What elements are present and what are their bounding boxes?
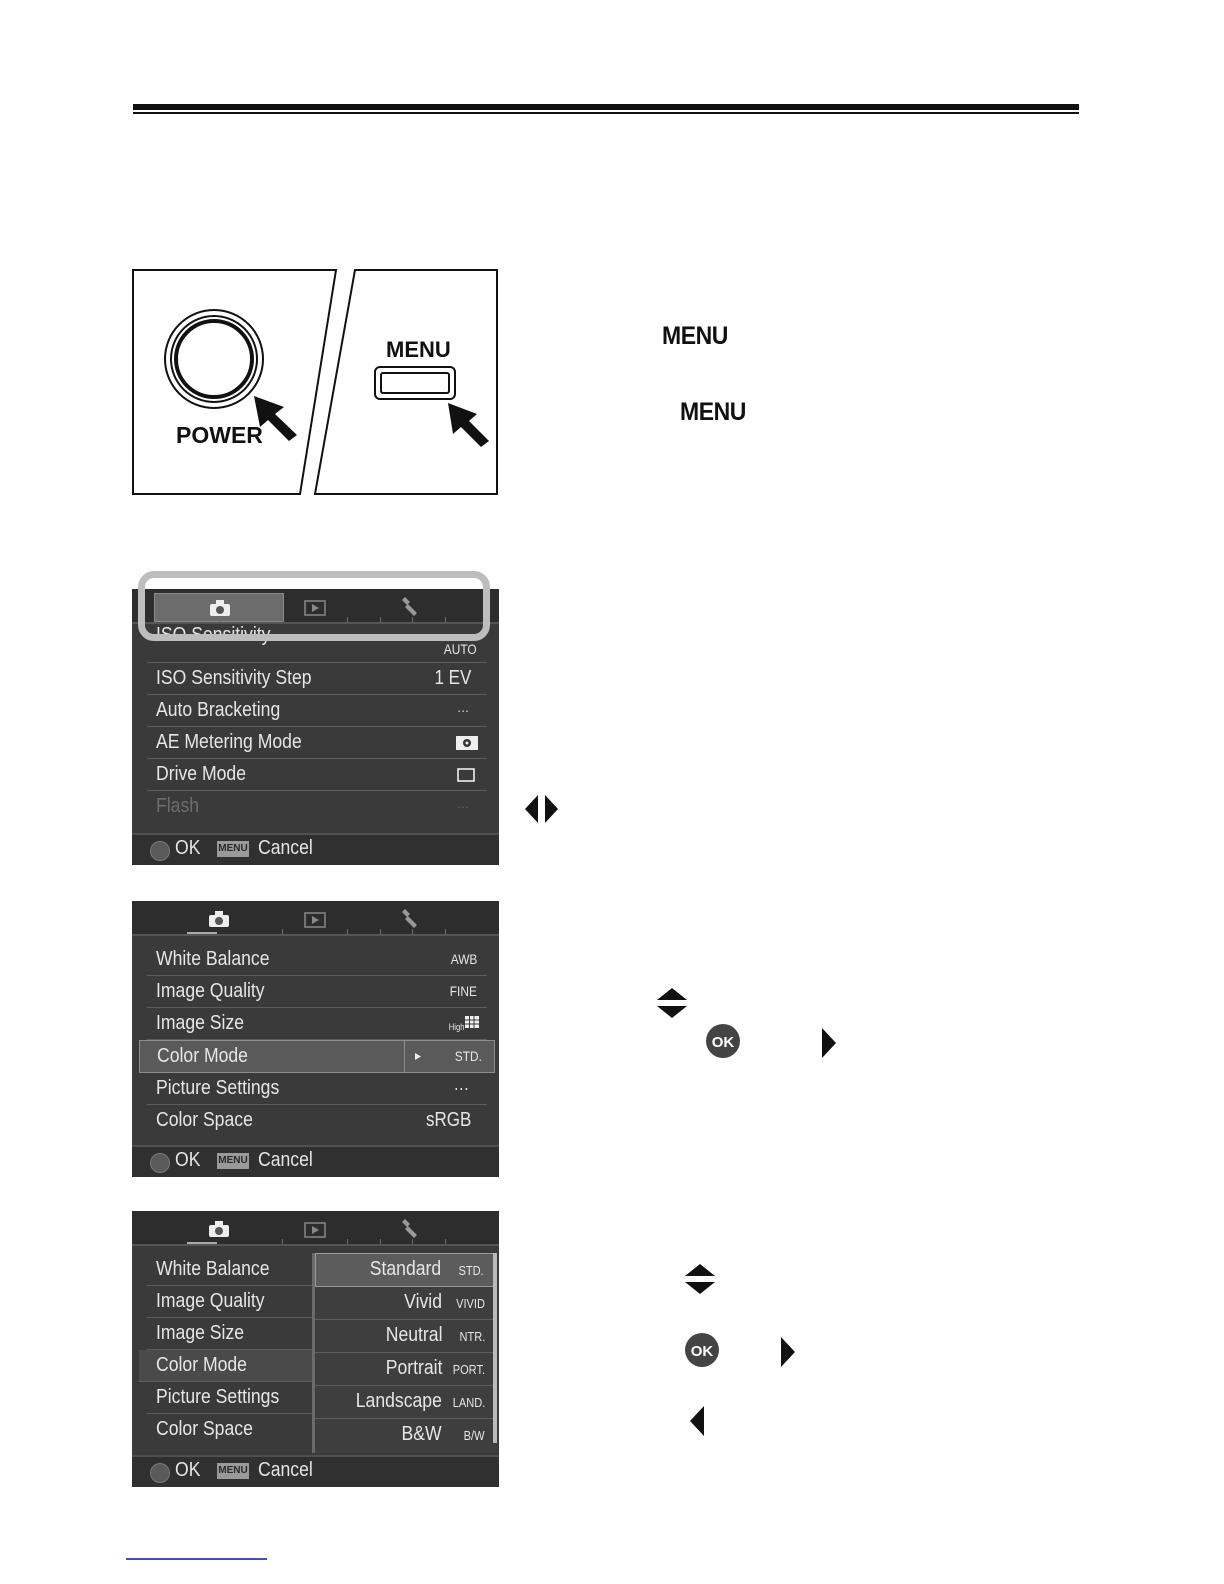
tab-playback[interactable] <box>292 905 392 932</box>
header-rule-thick <box>133 104 1079 110</box>
menu-tab-bar <box>132 1211 499 1246</box>
up-down-arrows-icon-2 <box>684 1263 716 1295</box>
camera-icon <box>208 910 230 928</box>
menu-row-picture-settings[interactable]: Picture Settings ··· <box>147 1073 487 1105</box>
metering-icon <box>455 735 479 751</box>
ok-dot-icon <box>150 841 170 861</box>
header-rule-thin <box>133 112 1079 114</box>
single-frame-icon <box>457 768 475 782</box>
right-arrow-icon-2 <box>779 1336 797 1368</box>
menu-label-hw: MENU <box>386 337 451 362</box>
camera-menu-screen-2 <box>132 901 499 1177</box>
left-right-arrows-icon <box>524 794 560 824</box>
ok-dot-icon <box>150 1153 170 1173</box>
footer-underline <box>126 1558 267 1560</box>
left-arrow-icon <box>688 1405 706 1437</box>
right-arrow-icon <box>820 1027 838 1059</box>
ok-dot-icon <box>150 1463 170 1483</box>
menu-row-image-quality[interactable]: Image Quality FINE <box>147 976 487 1008</box>
wrench-icon <box>398 909 420 931</box>
popup-scrollbar[interactable] <box>493 1253 497 1443</box>
menu-row-image-quality[interactable]: Image Quality <box>147 1286 317 1318</box>
menu-chip: MENU <box>217 1153 249 1169</box>
color-mode-options-popup <box>312 1253 497 1453</box>
up-down-arrows-icon <box>656 987 688 1019</box>
menu-chip: MENU <box>217 841 249 857</box>
menu-row-flash: Flash ··· <box>156 795 469 817</box>
wrench-icon <box>398 1219 420 1241</box>
menu-footer: OK MENU Cancel <box>132 833 499 865</box>
playback-icon <box>304 1222 326 1238</box>
ok-button-icon <box>705 1023 741 1059</box>
menu-row-picture-settings[interactable]: Picture Settings <box>147 1382 317 1414</box>
menu-row-iso-step[interactable]: ISO Sensitivity Step 1 EV <box>147 663 487 695</box>
submenu-arrow-icon <box>414 1052 422 1061</box>
menu-button-icon <box>375 367 455 399</box>
svg-text:OK: OK <box>690 1343 714 1360</box>
power-label: POWER <box>176 422 263 448</box>
menu-row-color-space[interactable]: Color Space sRGB <box>156 1109 471 1131</box>
menu-row-ae-metering[interactable]: AE Metering Mode <box>147 727 487 759</box>
camera-menu-screen-3 <box>132 1211 499 1487</box>
tab-shooting[interactable] <box>154 905 282 932</box>
menu-footer: OK MENU Cancel <box>132 1455 499 1487</box>
tab-shooting[interactable] <box>154 1215 282 1242</box>
menu-row-drive-mode[interactable]: Drive Mode <box>147 759 487 791</box>
menu-row-white-balance[interactable]: White Balance <box>147 1254 317 1286</box>
menu-word-1: MENU <box>662 322 728 350</box>
image-size-grid-icon <box>464 1015 480 1029</box>
tab-setup[interactable] <box>392 1215 492 1242</box>
option-bw[interactable]: B&W B/W <box>401 1423 485 1445</box>
power-button-icon <box>165 310 263 408</box>
playback-icon <box>304 912 326 928</box>
ok-button-icon-2 <box>684 1332 720 1368</box>
menu-row-image-size[interactable]: Image Size <box>147 1318 317 1350</box>
option-vivid[interactable]: Vivid VIVID <box>315 1287 497 1320</box>
camera-icon <box>208 1220 230 1238</box>
option-landscape[interactable]: Landscape LAND. <box>315 1386 497 1419</box>
menu-row-image-size[interactable]: Image Size High <box>147 1008 487 1040</box>
menu-row-color-mode[interactable]: Color Mode <box>139 1350 317 1382</box>
option-standard[interactable]: Standard STD. <box>315 1253 497 1287</box>
menu-row-white-balance[interactable]: White Balance AWB <box>147 944 487 976</box>
tab-setup[interactable] <box>392 905 492 932</box>
menu-row-color-space[interactable]: Color Space <box>156 1418 253 1440</box>
option-portrait[interactable]: Portrait PORT. <box>315 1353 497 1386</box>
svg-text:OK: OK <box>711 1034 735 1051</box>
tab-highlight-frame <box>138 571 490 641</box>
menu-footer: OK MENU Cancel <box>132 1145 499 1177</box>
menu-row-color-mode[interactable]: Color Mode STD. <box>139 1040 495 1073</box>
menu-chip: MENU <box>217 1463 249 1479</box>
menu-word-2: MENU <box>680 398 746 426</box>
hardware-illustration <box>132 269 498 495</box>
menu-tab-bar <box>132 901 499 936</box>
menu-row-iso-sensitivity[interactable]: ISO Sensitivity AUTO <box>147 632 487 663</box>
option-neutral[interactable]: Neutral NTR. <box>315 1320 497 1353</box>
tab-playback[interactable] <box>292 1215 392 1242</box>
menu-row-auto-bracketing[interactable]: Auto Bracketing ··· <box>147 695 487 727</box>
